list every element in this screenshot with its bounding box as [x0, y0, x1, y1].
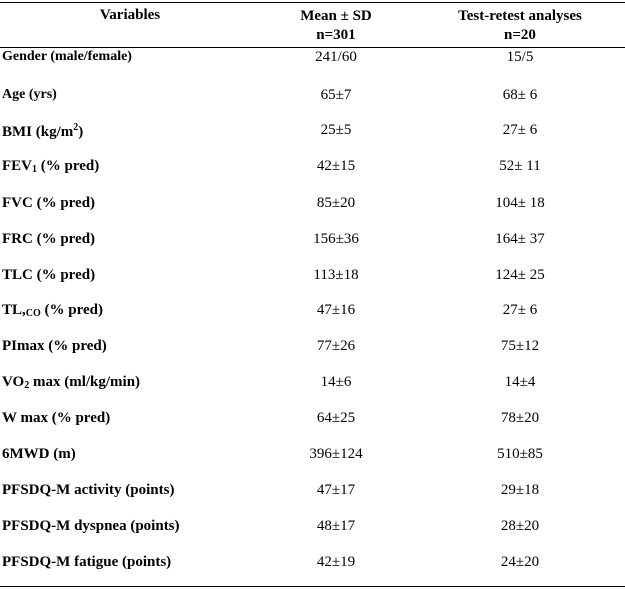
- table-row: [0, 446, 625, 482]
- test-retest-cell: 52± 11: [499, 158, 541, 174]
- table-row: [0, 374, 625, 410]
- test-retest-cell: 75±12: [500, 338, 540, 354]
- test-retest-cell: 27± 6: [502, 122, 538, 138]
- mean-sd-cell: 47±16: [316, 302, 356, 318]
- header-test-retest-label: Test-retest analyses: [458, 8, 582, 24]
- row-label: Age (yrs): [2, 87, 57, 102]
- test-retest-cell: 29±18: [500, 482, 540, 498]
- header-bottom-rule: [0, 47, 625, 48]
- mean-sd-cell: 42±15: [316, 158, 356, 174]
- table-row: [0, 87, 625, 123]
- test-retest-cell: 104± 18: [495, 195, 545, 211]
- test-retest-cell: 28±20: [500, 518, 540, 534]
- mean-sd-cell: 241/60: [315, 49, 357, 65]
- table-row: [0, 410, 625, 446]
- mean-sd-cell: 113±18: [313, 267, 359, 283]
- table-row: [0, 122, 625, 158]
- row-label: $VO_2$ max (ml/kg/min): [2, 374, 141, 391]
- row-label: FRC (% pred): [2, 231, 96, 247]
- header-test-retest: [425, 7, 615, 45]
- table-row: [0, 338, 625, 374]
- table-row: [0, 554, 625, 590]
- row-label: Gender (male/female): [2, 49, 132, 64]
- test-retest-cell: 27± 6: [502, 302, 538, 318]
- test-retest-cell: 14±4: [504, 374, 536, 390]
- row-label: PFSDQ-M activity (points): [2, 482, 175, 498]
- mean-sd-cell: 64±25: [316, 410, 356, 426]
- row-label: PFSDQ-M fatigue (points): [2, 554, 172, 570]
- row-label: BMI $(kg/m^2)$: [2, 122, 84, 140]
- table-row: [0, 518, 625, 554]
- test-retest-cell: 24±20: [500, 554, 540, 570]
- test-retest-cell: 15/5: [506, 49, 534, 65]
- mean-sd-cell: 14±6: [320, 374, 352, 390]
- table-row: [0, 231, 625, 267]
- mean-sd-cell: 65±7: [320, 87, 352, 103]
- mean-sd-cell: 42±19: [316, 554, 356, 570]
- row-label: PImax (% pred): [2, 338, 107, 354]
- header-variables: [0, 6, 260, 25]
- test-retest-cell: 78±20: [500, 410, 540, 426]
- table-row: [0, 158, 625, 194]
- header-variables-label: Variables: [99, 7, 161, 23]
- mean-sd-cell: 25±5: [320, 122, 352, 138]
- table-bottom-rule: [0, 586, 625, 587]
- test-retest-cell: 164± 37: [495, 231, 545, 247]
- table-top-rule: [0, 2, 625, 3]
- mean-sd-cell: 156±36: [313, 231, 359, 247]
- mean-sd-cell: 77±26: [316, 338, 356, 354]
- header-mean-sd: [242, 7, 430, 45]
- row-label: PFSDQ-M dyspnea (points): [2, 518, 180, 534]
- row-label: $TL,_{CO}$ (% pred): [2, 302, 103, 319]
- header-mean-sd-label: Mean ± SD: [300, 8, 372, 24]
- row-label: FVC (% pred): [2, 195, 96, 211]
- table-row: [0, 195, 625, 231]
- mean-sd-cell: 48±17: [316, 518, 356, 534]
- row-label: TLC (% pred): [2, 267, 96, 283]
- table-row: [0, 482, 625, 518]
- test-retest-cell: 68± 6: [502, 87, 538, 103]
- row-label: $FEV_1$ (% pred): [2, 158, 100, 175]
- table-row: [0, 267, 625, 303]
- table-row: [0, 302, 625, 338]
- mean-sd-cell: 85±20: [316, 195, 356, 211]
- test-retest-cell: 124± 25: [495, 267, 545, 283]
- row-label: 6MWD (m): [2, 446, 76, 462]
- header-test-n: n=20: [504, 27, 536, 43]
- test-retest-cell: 510±85: [497, 446, 543, 462]
- mean-sd-cell: 396±124: [309, 446, 363, 462]
- mean-sd-cell: 47±17: [316, 482, 356, 498]
- header-mean-n: n=301: [316, 27, 356, 43]
- table-row: [0, 49, 625, 85]
- row-label: W max (% pred): [2, 410, 111, 426]
